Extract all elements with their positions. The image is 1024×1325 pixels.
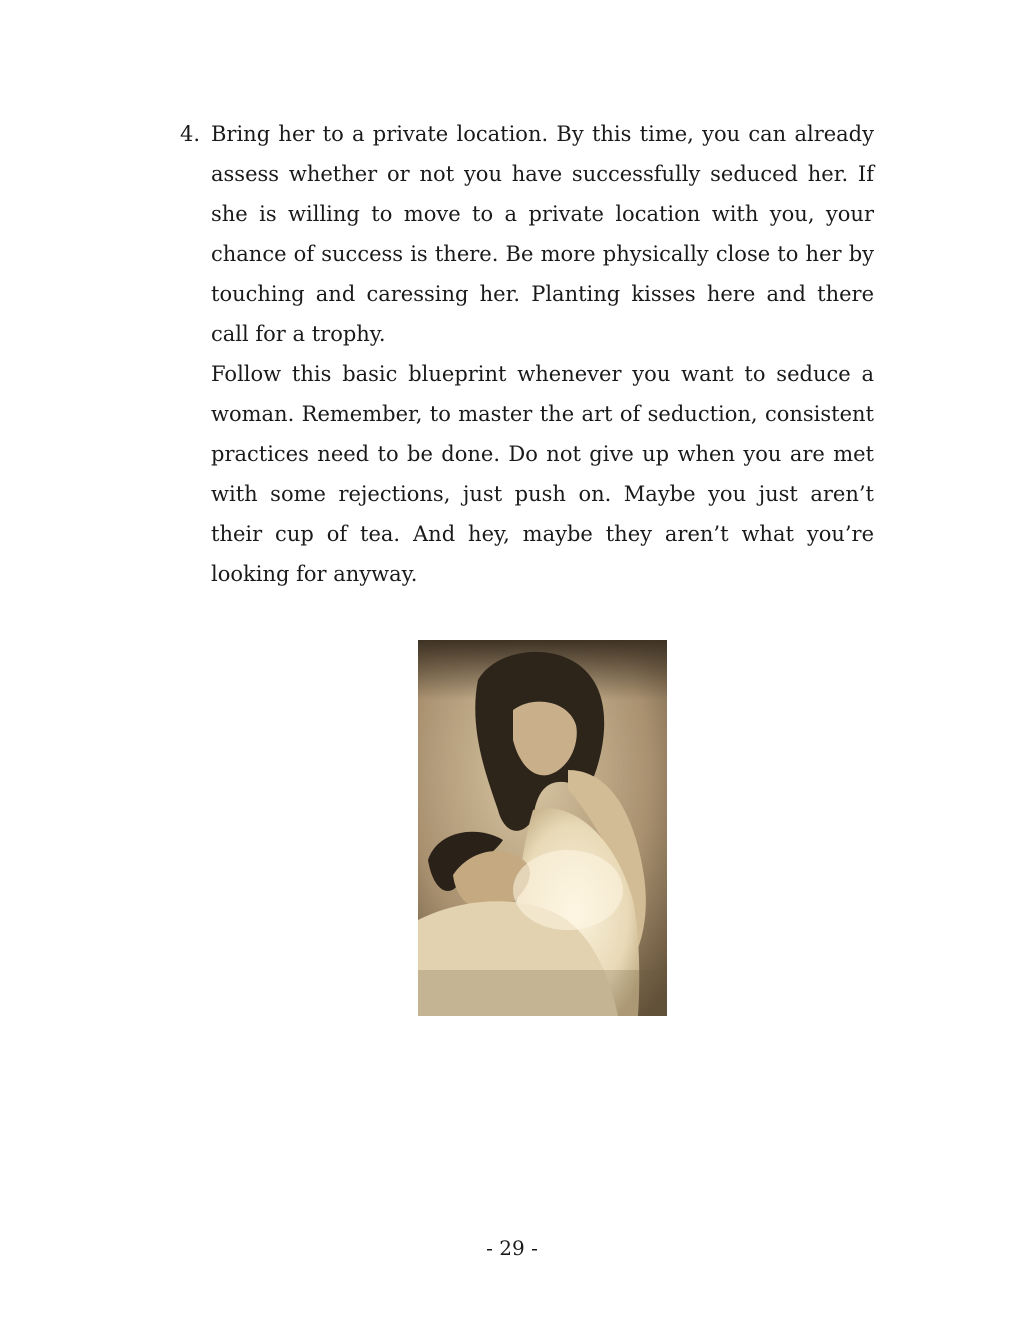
- list-item-number: 4.: [180, 122, 201, 146]
- page-number: - 29 -: [486, 1236, 538, 1260]
- list-item-text: Bring her to a private location. By this time, you can already assess whether or not you have successfully seduced her. If she is willing to move to a private location with you, your chance of success is there. Be more physically close to her by touching and caressing her. Planting kisses here and there call for a trophy.: [211, 122, 874, 346]
- couple-photo: [418, 640, 667, 1016]
- body-paragraph: Follow this basic blueprint whenever you want to seduce a woman. Remember, to master the art of seduction, consistent practices need to be done. Do not give up when you are met with some rejections, just push on. Maybe you just aren’t their cup of tea. And hey, maybe they aren’t what you’re looking for anyway.: [211, 362, 874, 586]
- numbered-list-item: [180, 114, 874, 354]
